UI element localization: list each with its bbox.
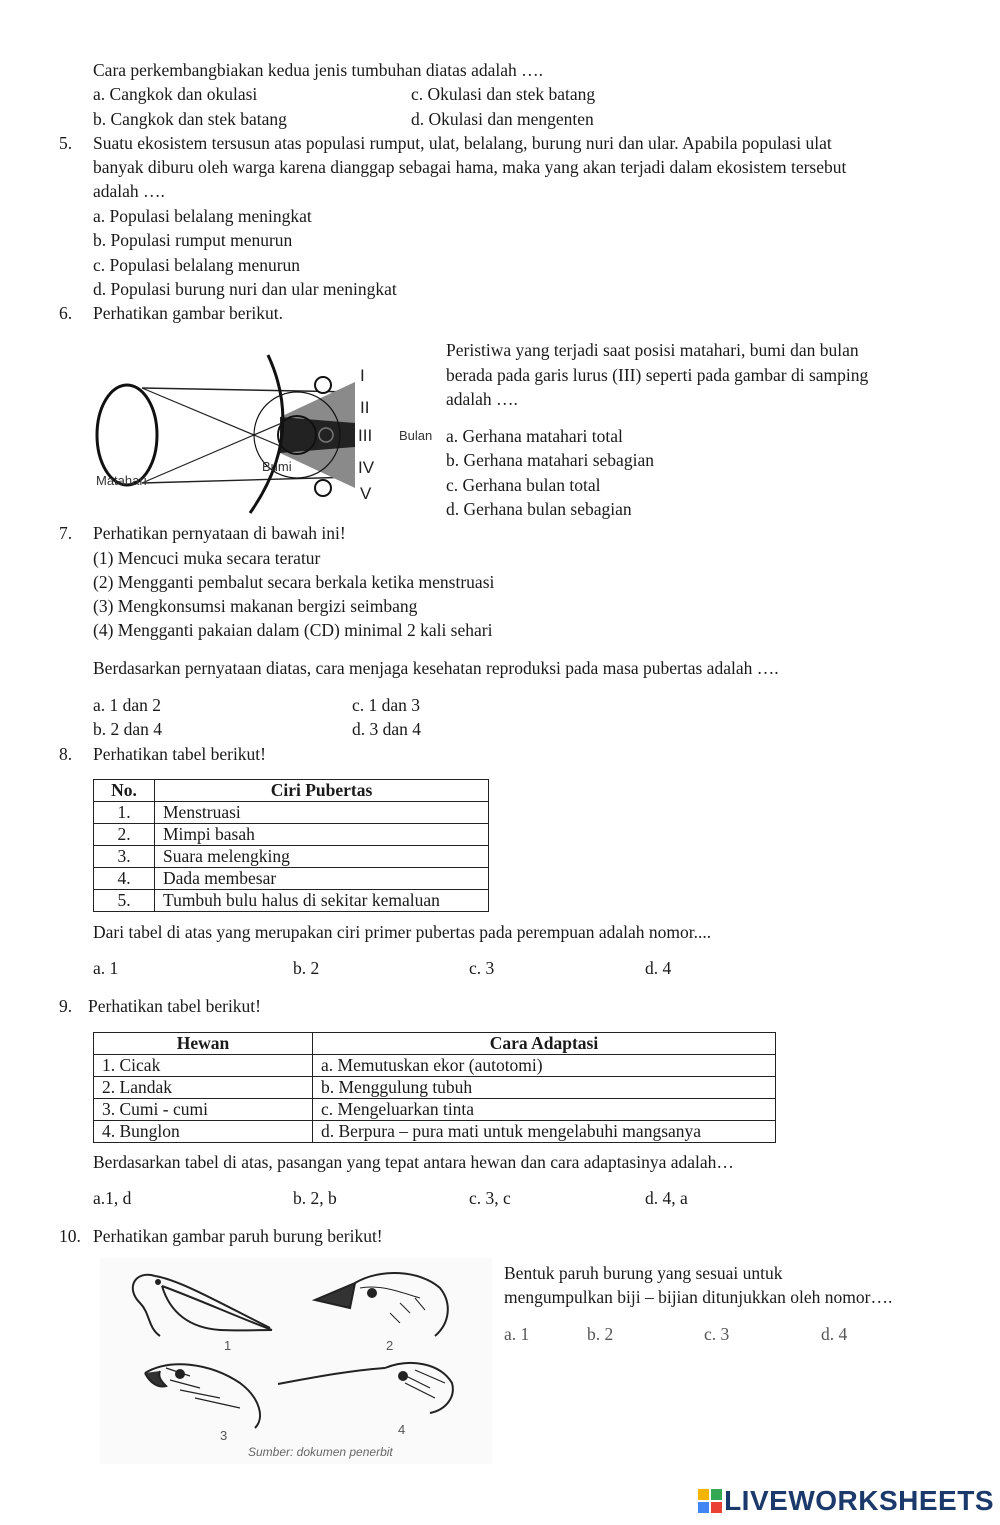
- table-cell-ciri: Mimpi basah: [155, 824, 489, 846]
- table-cell-adaptasi: c. Mengeluarkan tinta: [313, 1099, 776, 1121]
- table-cell-hewan: 3. Cumi - cumi: [94, 1099, 313, 1121]
- table-header-row: [94, 780, 489, 802]
- q7-option-d: d. 3 dan 4: [352, 719, 422, 739]
- q5-line-3: adalah ….: [93, 181, 165, 201]
- q10-number: 10.: [59, 1226, 81, 1246]
- sun-shape: [97, 385, 157, 485]
- table-row: [94, 868, 489, 890]
- label-pos-5: V: [360, 484, 372, 503]
- table-cell-hewan: 1. Cicak: [94, 1055, 313, 1077]
- q8-option-d: d. 4: [645, 958, 672, 978]
- q4-option-b: b. Cangkok dan stek batang: [93, 109, 287, 129]
- q7-statement-4: (4) Mengganti pakaian dalam (CD) minimal 2 kali sehari: [93, 620, 493, 640]
- table-row: [94, 1077, 776, 1099]
- q5-line-1: Suatu ekosistem tersusun atas populasi rumput, ulat, belalang, burung nuri dan ular. Apabila populasi ulat: [93, 133, 832, 153]
- label-sun: Matahari: [96, 473, 147, 488]
- q10-option-d: d. 4: [821, 1324, 848, 1344]
- label-pos-4: IV: [358, 458, 375, 477]
- table-header-row: [94, 1033, 776, 1055]
- q7-statement-2: (2) Mengganti pembalut secara berkala ketika menstruasi: [93, 572, 495, 592]
- table-cell-no: 2.: [94, 824, 155, 846]
- q5-option-b: b. Populasi rumput menurun: [93, 230, 293, 250]
- label-pos-2: II: [360, 398, 370, 417]
- q4-option-d: d. Okulasi dan mengenten: [411, 109, 594, 129]
- q7-option-c: c. 1 dan 3: [352, 695, 421, 715]
- q6-text-2: berada pada garis lurus (III) seperti pada gambar di samping: [446, 365, 869, 385]
- liveworksheets-logo-icon: [698, 1489, 722, 1513]
- q4-option-c: c. Okulasi dan stek batang: [411, 84, 596, 104]
- q10-prompt: Perhatikan gambar paruh burung berikut!: [93, 1226, 383, 1246]
- table-header-ciri: Ciri Pubertas: [155, 780, 489, 802]
- q9-number: 9.: [59, 996, 73, 1016]
- q10-option-c: c. 3: [704, 1324, 730, 1344]
- q7-prompt: Perhatikan pernyataan di bawah ini!: [93, 523, 346, 543]
- q9-option-a: a.1, d: [93, 1188, 132, 1208]
- moon-position-v: [315, 480, 331, 496]
- q7-number: 7.: [59, 523, 73, 543]
- liveworksheets-logo: [698, 1485, 994, 1517]
- q6-option-a: a. Gerhana matahari total: [446, 426, 623, 446]
- table-cell-adaptasi: a. Memutuskan ekor (autotomi): [313, 1055, 776, 1077]
- q9-option-c: c. 3, c: [469, 1188, 511, 1208]
- table-cell-no: 5.: [94, 890, 155, 912]
- table-cell-adaptasi: d. Berpura – pura mati untuk mengelabuhi mangsanya: [313, 1121, 776, 1143]
- q7-statement-3: (3) Mengkonsumsi makanan bergizi seimbang: [93, 596, 418, 616]
- table-cell-ciri: Suara melengking: [155, 846, 489, 868]
- q8-option-c: c. 3: [469, 958, 495, 978]
- bird-label-2: 2: [386, 1338, 394, 1353]
- q8-option-b: b. 2: [293, 958, 320, 978]
- label-earth: Bumi: [262, 459, 292, 474]
- q5-line-2: banyak diburu oleh warga karena dianggap sebagai hama, maka yang akan terjadi dalam ekosistem tersebut: [93, 157, 847, 177]
- table-row: [94, 846, 489, 868]
- table-row: [94, 1055, 776, 1077]
- q8-option-a: a. 1: [93, 958, 119, 978]
- table-cell-ciri: Dada membesar: [155, 868, 489, 890]
- table-row: [94, 1099, 776, 1121]
- q7-statement-1: (1) Mencuci muka secara teratur: [93, 548, 321, 568]
- q6-number: 6.: [59, 303, 73, 323]
- bird-label-4: 4: [398, 1422, 406, 1437]
- label-moon: Bulan: [399, 428, 433, 443]
- eclipse-diagram: [90, 345, 440, 515]
- puberty-table: [93, 779, 489, 912]
- q4-question: Cara perkembangbiakan kedua jenis tumbuhan diatas adalah ….: [93, 60, 543, 80]
- table-cell-adaptasi: b. Menggulung tubuh: [313, 1077, 776, 1099]
- q7-question: Berdasarkan pernyataan diatas, cara menjaga kesehatan reproduksi pada masa pubertas adalah ….: [93, 658, 779, 678]
- q5-option-d: d. Populasi burung nuri dan ular meningkat: [93, 279, 397, 299]
- q4-option-a: a. Cangkok dan okulasi: [93, 84, 258, 104]
- table-header-no: No.: [94, 780, 155, 802]
- table-cell-ciri: Menstruasi: [155, 802, 489, 824]
- q10-option-b: b. 2: [587, 1324, 614, 1344]
- q7-option-a: a. 1 dan 2: [93, 695, 162, 715]
- moon-position-i: [315, 377, 331, 393]
- table-header-hewan: Hewan: [94, 1033, 313, 1055]
- q6-option-d: d. Gerhana bulan sebagian: [446, 499, 632, 519]
- figure-source: Sumber: dokumen penerbit: [248, 1445, 393, 1459]
- bird-beaks-figure: [100, 1258, 492, 1464]
- table-cell-hewan: 4. Bunglon: [94, 1121, 313, 1143]
- adaptation-table: [93, 1032, 776, 1143]
- q9-question: Berdasarkan tabel di atas, pasangan yang tepat antara hewan dan cara adaptasinya adalah…: [93, 1152, 734, 1172]
- q6-prompt: Perhatikan gambar berikut.: [93, 303, 284, 323]
- table-row: [94, 1121, 776, 1143]
- q10-option-a: a. 1: [504, 1324, 530, 1344]
- table-cell-ciri: Tumbuh bulu halus di sekitar kemaluan: [155, 890, 489, 912]
- table-header-adaptasi: Cara Adaptasi: [313, 1033, 776, 1055]
- q7-option-b: b. 2 dan 4: [93, 719, 163, 739]
- logo-text: LIVEWORKSHEETS: [724, 1485, 994, 1516]
- table-row: [94, 890, 489, 912]
- table-cell-no: 3.: [94, 846, 155, 868]
- q8-prompt: Perhatikan tabel berikut!: [93, 744, 266, 764]
- bird-label-1: 1: [224, 1338, 232, 1353]
- q10-text-1: Bentuk paruh burung yang sesuai untuk: [504, 1263, 783, 1283]
- table-row: [94, 824, 489, 846]
- table-cell-hewan: 2. Landak: [94, 1077, 313, 1099]
- q6-option-b: b. Gerhana matahari sebagian: [446, 450, 654, 470]
- q8-question: Dari tabel di atas yang merupakan ciri primer pubertas pada perempuan adalah nomor....: [93, 922, 712, 942]
- bird-label-3: 3: [220, 1428, 228, 1443]
- q6-text-3: adalah ….: [446, 389, 518, 409]
- q8-number: 8.: [59, 744, 73, 764]
- q5-number: 5.: [59, 133, 73, 153]
- q9-option-d: d. 4, a: [645, 1188, 688, 1208]
- table-row: [94, 802, 489, 824]
- q10-text-2: mengumpulkan biji – bijian ditunjukkan oleh nomor….: [504, 1287, 893, 1307]
- q5-option-c: c. Populasi belalang menurun: [93, 255, 301, 275]
- umbra-shade: [280, 417, 355, 453]
- q5-option-a: a. Populasi belalang meningkat: [93, 206, 312, 226]
- table-cell-no: 4.: [94, 868, 155, 890]
- label-pos-3: III: [358, 426, 373, 445]
- label-pos-1: I: [360, 366, 365, 385]
- q9-option-b: b. 2, b: [293, 1188, 337, 1208]
- q6-text-1: Peristiwa yang terjadi saat posisi matahari, bumi dan bulan: [446, 340, 859, 360]
- q9-prompt: Perhatikan tabel berikut!: [88, 996, 261, 1016]
- q6-option-c: c. Gerhana bulan total: [446, 475, 601, 495]
- table-cell-no: 1.: [94, 802, 155, 824]
